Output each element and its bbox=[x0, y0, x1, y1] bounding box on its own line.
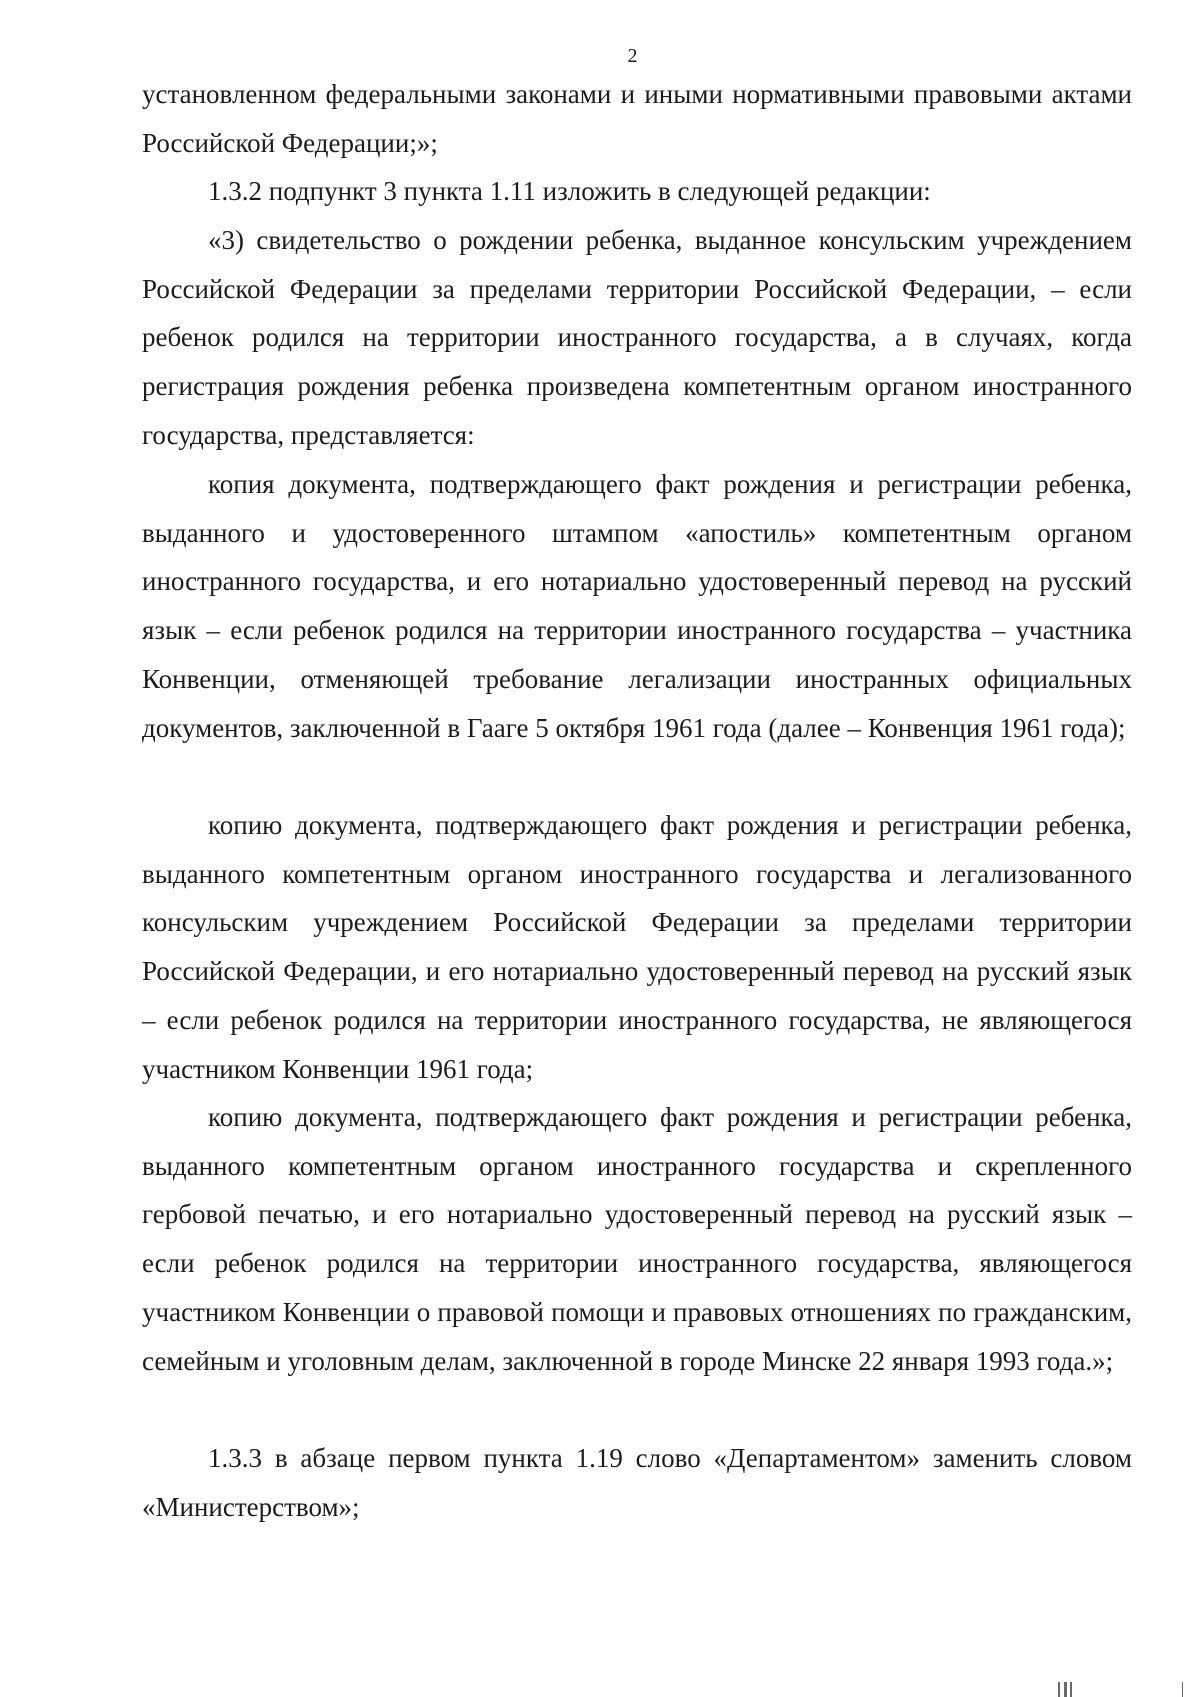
paragraph-legalized-copy: копию документа, подтверждающего факт рождения и регистрации ребенка, выданного компетентным органом иностранного государства и легализованного консульским учреждением Российской Федерации за пределами территории Российской Федерации, и его нотариально удостоверенный перевод на русский язык – если ребенок родился на территории иностранного государства, не являющегося участником Конвенции 1961 года; bbox=[142, 810, 1132, 1084]
paragraph-item-1-3-3: 1.3.3 в абзаце первом пункта 1.19 слово «Департаментом» заменить словом «Министерством»; bbox=[142, 1443, 1132, 1522]
scan-artifact-mark bbox=[1058, 1682, 1060, 1697]
document-body bbox=[142, 70, 1132, 1531]
page-number: 2 bbox=[627, 45, 638, 67]
paragraph-stamped-copy: копию документа, подтверждающего факт рождения и регистрации ребенка, выданного компетентным органом иностранного государства и скрепленного гербовой печатью, и его нотариально удостоверенный перевод на русский язык – если ребенок родился на территории иностранного государства, являющегося участником Конвенции о правовой помощи и правовых отношениях по гражданским, семейным и уголовным делам, заключенной в городе Минске 22 января 1993 года.»; bbox=[142, 1102, 1132, 1376]
scan-artifact-mark bbox=[1182, 1682, 1183, 1697]
paragraph-item-1-3-2: 1.3.2 подпункт 3 пункта 1.11 изложить в следующей редакции: bbox=[208, 176, 931, 206]
paragraph-apostille-copy: копия документа, подтверждающего факт рождения и регистрации ребенка, выданного и удостоверенного штампом «апостиль» компетентным органом иностранного государства, и его нотариально удостоверенный перевод на русский язык – если ребенок родился на территории иностранного государства – участника Конвенции, отменяющей требование легализации иностранных официальных документов, заключенной в Гааге 5 октября 1961 года (далее – Конвенция 1961 года); bbox=[142, 469, 1132, 743]
scan-artifact-mark bbox=[1064, 1682, 1067, 1697]
paragraph-continuation: установленном федеральными законами и иными нормативными правовыми актами Российской Федерации;»; bbox=[142, 79, 1132, 158]
paragraph-birth-certificate-clause: «3) свидетельство о рождении ребенка, выданное консульским учреждением Российской Федерации за пределами территории Российской Федерации, – если ребенок родился на территории иностранного государства, а в случаях, когда регистрация рождения ребенка произведена компетентным органом иностранного государства, представляется: bbox=[142, 225, 1132, 450]
scan-artifact-mark bbox=[1070, 1682, 1072, 1697]
